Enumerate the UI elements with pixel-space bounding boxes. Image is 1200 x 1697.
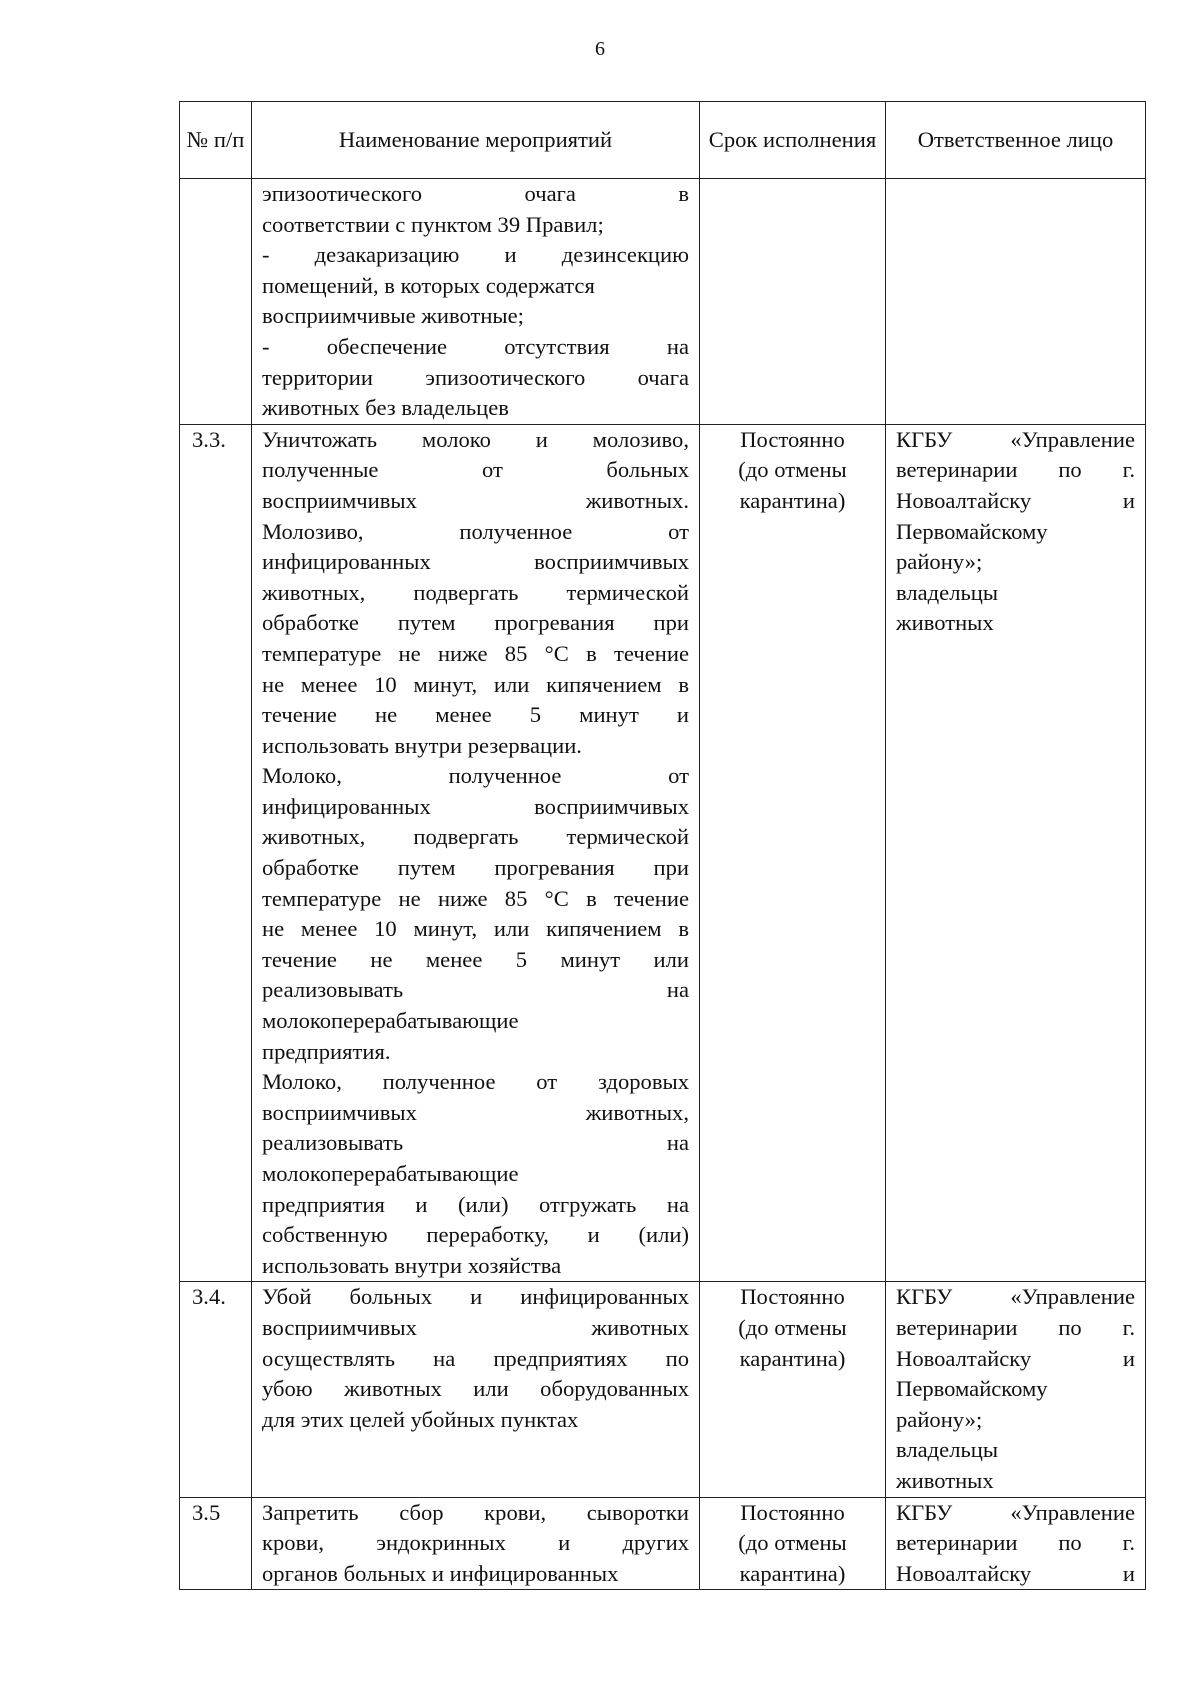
measure-text-line: температуре не ниже 85 °С в течение xyxy=(262,885,689,911)
responsible-text-line: ветеринарии по г. xyxy=(896,1530,1135,1556)
measure-text-line: помещений, в которых содержатся xyxy=(262,272,595,298)
header-measure-name: Наименование мероприятий xyxy=(252,102,700,179)
responsible-text-line: Новоалтайску и xyxy=(896,1560,1135,1586)
measure-text-line: собственную переработку, и (или) xyxy=(262,1222,689,1248)
deadline-cell xyxy=(700,179,886,425)
measure-text-line: восприимчивых животных. xyxy=(262,487,689,513)
responsible-text-line: КГБУ «Управление xyxy=(896,1499,1135,1525)
measure-text-line: Молоко, полученное от здоровых xyxy=(262,1069,689,1095)
measure-text-line: реализовывать на xyxy=(262,1130,689,1156)
responsible-text-line: ветеринарии по г. xyxy=(896,1314,1135,1340)
table-body xyxy=(180,179,1146,1590)
measure-text-line: животных, подвергать термической xyxy=(262,824,689,850)
row-number: 3.5 xyxy=(180,1497,252,1590)
table-row xyxy=(180,1497,1146,1590)
deadline-cell xyxy=(700,424,886,1282)
measure-text-line: предприятия и (или) отгружать на xyxy=(262,1191,689,1217)
measure-text-line: животных, подвергать термической xyxy=(262,579,689,605)
measure-description xyxy=(252,1497,700,1590)
deadline-text-line: (до отмены xyxy=(738,1530,847,1556)
measure-text-line: Запретить сбор крови, сыворотки xyxy=(262,1499,689,1525)
header-number: № п/п xyxy=(180,102,252,179)
measure-text-line: Молозиво, полученное от xyxy=(262,518,689,544)
measure-text-line: восприимчивых животных, xyxy=(262,1099,689,1125)
measures-table xyxy=(179,101,1146,1590)
table-header-row xyxy=(180,102,1146,179)
measure-text-line: не менее 10 минут, или кипячением в xyxy=(262,671,689,697)
responsible-text-line: животных xyxy=(896,1467,994,1493)
measure-text-line: осуществлять на предприятиях по xyxy=(262,1345,689,1371)
deadline-text-line: (до отмены xyxy=(738,1314,847,1340)
responsible-text-line: Новоалтайску и xyxy=(896,487,1135,513)
responsible-text-line: Первомайскому xyxy=(896,1376,1048,1402)
deadline-text-line: Постоянно xyxy=(740,1284,845,1310)
measure-description xyxy=(252,424,700,1282)
measure-text-line: реализовывать на xyxy=(262,977,689,1003)
measure-text-line: предприятия. xyxy=(262,1038,391,1064)
measure-description xyxy=(252,1282,700,1497)
responsible-text-line: району»; xyxy=(896,1406,983,1432)
measure-text-line: эпизоотического очага в xyxy=(262,181,689,206)
measure-text-line: органов больных и инфицированных xyxy=(262,1560,619,1586)
measure-text-line: течение не менее 5 минут или xyxy=(262,946,689,972)
measure-text-line: использовать внутри резервации. xyxy=(262,732,582,758)
deadline-text-line: карантина) xyxy=(739,487,846,513)
responsible-text-line: владельцы xyxy=(896,1437,999,1463)
deadline-text-line: карантина) xyxy=(739,1560,846,1586)
responsible-cell xyxy=(886,1497,1146,1590)
measure-text-line: восприимчивых животных xyxy=(262,1314,689,1340)
responsible-text-line: Первомайскому xyxy=(896,518,1048,544)
row-number: 3.4. xyxy=(180,1282,252,1497)
measure-text-line: обработке путем прогревания при xyxy=(262,610,689,636)
row-number: 3.3. xyxy=(180,424,252,1282)
measure-text-line: молокоперерабатывающие xyxy=(262,1008,519,1034)
responsible-text-line: животных xyxy=(896,610,994,636)
measure-description xyxy=(252,179,700,425)
responsible-cell xyxy=(886,1282,1146,1497)
deadline-text-line: Постоянно xyxy=(740,1499,845,1525)
header-responsible: Ответственное лицо xyxy=(886,102,1146,179)
measure-text-line: молокоперерабатывающие xyxy=(262,1161,519,1186)
responsible-text-line: району»; xyxy=(896,549,983,575)
responsible-cell xyxy=(886,179,1146,425)
deadline-cell xyxy=(700,1282,886,1497)
table-row xyxy=(180,179,1146,425)
measure-text-line: Уничтожать молоко и молозиво, xyxy=(262,426,689,452)
measure-text-line: использовать внутри хозяйства xyxy=(262,1252,562,1278)
table-row xyxy=(180,1282,1146,1497)
measure-text-line: восприимчивые животные; xyxy=(262,303,524,329)
responsible-text-line: Новоалтайску и xyxy=(896,1345,1135,1371)
measure-text-line: крови, эндокринных и других xyxy=(262,1530,689,1556)
page-number: 6 xyxy=(595,38,605,60)
measure-text-line: инфицированных восприимчивых xyxy=(262,793,689,819)
deadline-text-line: Постоянно xyxy=(740,426,845,452)
measure-text-line: убою животных или оборудованных xyxy=(262,1376,689,1402)
measure-text-line: обработке путем прогревания при xyxy=(262,855,689,881)
header-deadline: Срок исполнения xyxy=(700,102,886,179)
measure-text-line: - обеспечение отсутствия на xyxy=(262,333,689,359)
responsible-cell xyxy=(886,424,1146,1282)
measure-text-line: полученные от больных xyxy=(262,457,689,483)
responsible-text-line: ветеринарии по г. xyxy=(896,457,1135,483)
measure-text-line: температуре не ниже 85 °С в течение xyxy=(262,640,689,666)
row-number xyxy=(180,179,252,425)
deadline-text-line: карантина) xyxy=(739,1345,846,1371)
measure-text-line: территории эпизоотического очага xyxy=(262,364,689,390)
measure-text-line: животных без владельцев xyxy=(262,395,509,421)
measure-text-line: инфицированных восприимчивых xyxy=(262,549,689,575)
responsible-text-line: КГБУ «Управление xyxy=(896,1284,1135,1310)
measure-text-line: Молоко, полученное от xyxy=(262,763,689,789)
measure-text-line: течение не менее 5 минут и xyxy=(262,702,689,728)
deadline-text-line: (до отмены xyxy=(738,457,847,483)
measure-text-line: для этих целей убойных пунктах xyxy=(262,1406,579,1432)
measure-text-line: не менее 10 минут, или кипячением в xyxy=(262,916,689,942)
table-row xyxy=(180,424,1146,1282)
measure-text-line: - дезакаризацию и дезинсекцию xyxy=(262,242,689,268)
responsible-text-line: владельцы xyxy=(896,579,999,605)
measure-text-line: Убой больных и инфицированных xyxy=(262,1284,689,1310)
measure-text-line: соответствии с пунктом 39 Правил; xyxy=(262,211,604,237)
deadline-cell xyxy=(700,1497,886,1590)
responsible-text-line: КГБУ «Управление xyxy=(896,426,1135,452)
